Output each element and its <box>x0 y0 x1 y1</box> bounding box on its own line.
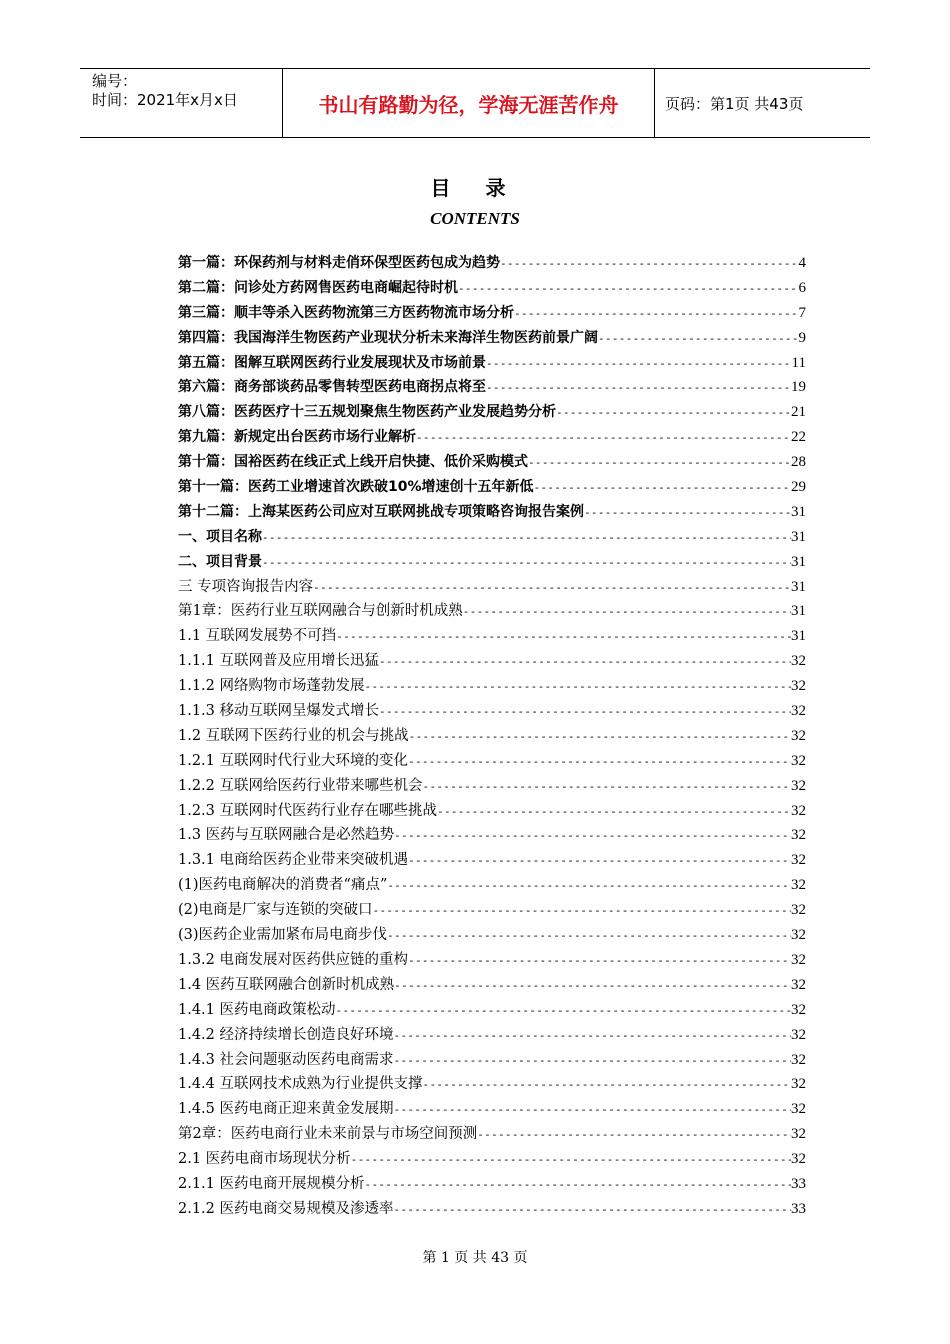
toc-entry[interactable] <box>178 251 806 276</box>
toc-entry-page: 9 <box>798 329 806 346</box>
toc-subtitle: CONTENTS <box>430 209 520 228</box>
toc-leader-dashes <box>584 501 791 525</box>
toc-leader-dashes <box>598 327 799 351</box>
toc-leader-dashes <box>394 974 791 998</box>
toc-leader-dashes <box>379 700 791 724</box>
toc-entry-page: 31 <box>791 603 806 620</box>
toc-entry-title: 1.4 医药互联网融合创新时机成熟 <box>178 976 395 993</box>
toc-entry[interactable] <box>178 774 806 799</box>
toc-entry[interactable] <box>178 948 806 973</box>
toc-leader-dashes <box>408 750 791 774</box>
toc-entry-page: 32 <box>791 1001 806 1018</box>
toc-entry[interactable] <box>178 1048 806 1073</box>
toc-entry-page: 32 <box>791 727 806 744</box>
toc-entry-title: 第六篇：商务部谈药品零售转型医药电商拐点将至 <box>178 379 486 396</box>
toc-entry-page: 32 <box>791 852 806 869</box>
toc-entry-title: 1.2.1 互联网时代行业大环境的变化 <box>178 752 409 769</box>
toc-entry[interactable] <box>178 799 806 824</box>
toc-entry[interactable] <box>178 326 806 351</box>
toc-entry[interactable] <box>178 724 806 749</box>
toc-entry-page: 32 <box>791 1126 806 1143</box>
toc-entry-page: 32 <box>791 902 806 919</box>
toc-entry-title: 第九篇：新规定出台医药市场行业解析 <box>178 429 416 446</box>
header-meta <box>80 69 282 137</box>
toc-entry[interactable] <box>178 624 806 649</box>
toc-entry-title: 1.1.2 网络购物市场蓬勃发展 <box>178 678 365 695</box>
toc-leader-dashes <box>262 526 791 550</box>
toc-entry-page: 32 <box>791 951 806 968</box>
toc-entry-title: 第十二篇：上海某医药公司应对互联网挑战专项策略咨询报告案例 <box>178 503 584 520</box>
toc-entry[interactable] <box>178 674 806 699</box>
toc-entry[interactable] <box>178 898 806 923</box>
toc-leader-dashes <box>387 874 791 898</box>
toc-entry-title: 第三篇：顺丰等杀入医药物流第三方医药物流市场分析 <box>178 304 514 321</box>
toc-entry-page: 32 <box>791 1151 806 1168</box>
toc-entry-page: 31 <box>791 578 806 595</box>
toc-leader-dashes <box>408 949 791 973</box>
toc-entry-title: 第四篇：我国海洋生物医药产业现状分析未来海洋生物医药前景广阔 <box>178 329 598 346</box>
toc-leader-dashes <box>408 849 791 873</box>
toc-entry[interactable] <box>178 699 806 724</box>
toc-entry-title: 第2章：医药电商行业未来前景与市场空间预测 <box>178 1126 478 1143</box>
toc-entry-title: 1.1.1 互联网普及应用增长迅猛 <box>178 653 380 670</box>
toc-entry-page: 19 <box>791 379 806 396</box>
toc-entry-page: 22 <box>791 429 806 446</box>
toc-entry[interactable] <box>178 276 806 301</box>
header-motto: 书山有路勤为径，学海无涯苦作舟 <box>282 69 655 137</box>
toc-leader-dashes <box>409 725 791 749</box>
toc-entry-title: 一、项目名称 <box>178 528 262 545</box>
toc-entry-title: 2.1.1 医药电商开展规模分析 <box>178 1175 365 1192</box>
toc-entry-page: 21 <box>791 404 806 421</box>
toc-leader-dashes <box>394 824 791 848</box>
toc-entry-title: 二、项目背景 <box>178 553 262 570</box>
toc-entry-title: (3)医药企业需加紧布局电商步伐 <box>178 927 388 944</box>
toc-leader-dashes <box>394 1049 791 1073</box>
header-page-info: 页码：第1页 共43页 <box>665 94 804 113</box>
toc-entry[interactable] <box>178 973 806 998</box>
toc-leader-dashes <box>365 675 791 699</box>
toc-leader-dashes <box>556 401 791 425</box>
toc-leader-dashes <box>394 1198 791 1222</box>
toc-leader-dashes <box>365 1173 791 1197</box>
table-of-contents <box>178 251 806 1222</box>
toc-entry-title: 1.3.2 电商发展对医药供应链的重构 <box>178 951 409 968</box>
toc-entry[interactable] <box>178 375 806 400</box>
toc-leader-dashes <box>313 576 791 600</box>
toc-entry-title: 第五篇：图解互联网医药行业发展现状及市场前景 <box>178 354 486 371</box>
toc-entry-page: 32 <box>791 976 806 993</box>
toc-leader-dashes <box>486 352 792 376</box>
toc-leader-dashes <box>394 1024 791 1048</box>
toc-entry-title: 1.1 互联网发展势不可挡 <box>178 628 337 645</box>
toc-entry-page: 32 <box>791 1051 806 1068</box>
toc-entry-page: 29 <box>791 479 806 496</box>
toc-leader-dashes <box>394 1098 791 1122</box>
toc-leader-dashes <box>534 476 791 500</box>
toc-leader-dashes <box>387 924 791 948</box>
toc-entry[interactable] <box>178 1072 806 1097</box>
toc-entry-title: 2.1 医药电商市场现状分析 <box>178 1151 351 1168</box>
toc-entry[interactable] <box>178 998 806 1023</box>
toc-entry-title: 2.1.2 医药电商交易规模及渗透率 <box>178 1200 394 1217</box>
toc-entry[interactable] <box>178 823 806 848</box>
toc-entry[interactable] <box>178 525 806 550</box>
toc-entry-page: 31 <box>791 503 806 520</box>
toc-entry-title: 第1章：医药行业互联网融合与创新时机成熟 <box>178 603 463 620</box>
toc-leader-dashes <box>514 302 799 326</box>
toc-entry[interactable] <box>178 1172 806 1197</box>
toc-entry[interactable] <box>178 848 806 873</box>
toc-entry[interactable] <box>178 500 806 525</box>
toc-entry[interactable] <box>178 1097 806 1122</box>
toc-leader-dashes <box>486 376 791 400</box>
toc-entry-title: 1.4.1 医药电商政策松动 <box>178 1001 336 1018</box>
toc-entry[interactable] <box>178 1197 806 1222</box>
toc-entry-title: 1.4.4 互联网技术成熟为行业提供支撑 <box>178 1076 423 1093</box>
toc-entry[interactable] <box>178 450 806 475</box>
toc-entry-page: 28 <box>791 454 806 471</box>
toc-entry[interactable] <box>178 1023 806 1048</box>
toc-entry[interactable] <box>178 475 806 500</box>
toc-entry-title: 1.3.1 电商给医药企业带来突破机遇 <box>178 852 409 869</box>
toc-entry[interactable] <box>178 873 806 898</box>
page-header <box>80 68 870 138</box>
toc-entry-page: 31 <box>791 553 806 570</box>
toc-entry-page: 32 <box>791 777 806 794</box>
toc-entry-title: 1.4.3 社会问题驱动医药电商需求 <box>178 1051 394 1068</box>
doc-code-label: 编号： <box>92 72 138 90</box>
toc-leader-dashes <box>528 451 791 475</box>
toc-entry-page: 7 <box>798 304 806 321</box>
toc-entry[interactable] <box>178 649 806 674</box>
toc-entry-title: 1.4.2 经济持续增长创造良好环境 <box>178 1026 394 1043</box>
toc-entry[interactable] <box>178 425 806 450</box>
toc-entry[interactable] <box>178 1122 806 1147</box>
toc-leader-dashes <box>423 775 791 799</box>
toc-entry[interactable] <box>178 923 806 948</box>
toc-entry-page: 33 <box>791 1200 806 1217</box>
toc-title: 目 录 <box>430 176 520 200</box>
toc-entry-title: 第十篇：国裕医药在线正式上线开启快捷、低价采购模式 <box>178 454 528 471</box>
toc-entry-title: 第一篇：环保药剂与材料走俏环保型医药包成为趋势 <box>178 255 500 271</box>
toc-leader-dashes <box>463 600 791 624</box>
toc-leader-dashes <box>351 1148 791 1172</box>
toc-entry-page: 32 <box>791 927 806 944</box>
toc-entry[interactable] <box>178 1147 806 1172</box>
toc-leader-dashes <box>373 899 791 923</box>
toc-leader-dashes <box>437 800 791 824</box>
toc-leader-dashes <box>416 426 791 450</box>
toc-entry-page: 32 <box>791 877 806 894</box>
toc-entry-title: 1.2 互联网下医药行业的机会与挑战 <box>178 727 409 744</box>
toc-entry-title: 1.2.2 互联网给医药行业带来哪些机会 <box>178 777 423 794</box>
toc-entry-title: 1.4.5 医药电商正迎来黄金发展期 <box>178 1101 394 1118</box>
toc-leader-dashes <box>336 999 791 1023</box>
toc-entry-title: 三 专项咨询报告内容 <box>178 578 314 595</box>
toc-entry-page: 32 <box>791 678 806 695</box>
page-footer: 第 1 页 共 43 页 <box>422 1250 528 1266</box>
toc-entry-page: 32 <box>791 752 806 769</box>
toc-entry-page: 32 <box>791 827 806 844</box>
toc-entry-page: 33 <box>791 1175 806 1192</box>
toc-entry-title: 1.2.3 互联网时代医药行业存在哪些挑战 <box>178 802 438 819</box>
toc-entry-title: (1)医药电商解决的消费者“痛点” <box>178 877 388 894</box>
toc-entry-title: 第十一篇：医药工业增速首次跌破10%增速创十五年新低 <box>178 479 534 496</box>
doc-time-label: 时间：2021年x月x日 <box>92 91 238 109</box>
toc-entry-page: 32 <box>791 1101 806 1118</box>
toc-leader-dashes <box>477 1123 791 1147</box>
toc-entry-page: 4 <box>798 255 806 271</box>
toc-entry[interactable] <box>178 400 806 425</box>
toc-entry-title: 第八篇：医药医疗十三五规划聚焦生物医药产业发展趋势分析 <box>178 404 556 421</box>
toc-entry-page: 32 <box>791 1026 806 1043</box>
toc-leader-dashes <box>458 277 799 301</box>
toc-entry[interactable] <box>178 749 806 774</box>
toc-entry[interactable] <box>178 550 806 575</box>
toc-leader-dashes <box>262 551 791 575</box>
toc-entry-title: (2)电商是厂家与连锁的突破口 <box>178 902 373 919</box>
toc-leader-dashes <box>423 1073 791 1097</box>
toc-leader-dashes <box>500 252 799 276</box>
toc-entry-page: 32 <box>791 802 806 819</box>
toc-entry-title: 第二篇：问诊处方药网售医药电商崛起待时机 <box>178 279 458 296</box>
toc-leader-dashes <box>336 625 791 649</box>
toc-entry[interactable] <box>178 599 806 624</box>
toc-entry-page: 32 <box>791 1076 806 1093</box>
toc-entry-page: 31 <box>791 628 806 645</box>
toc-entry-page: 6 <box>798 279 806 296</box>
toc-entry-page: 32 <box>791 653 806 670</box>
toc-entry[interactable] <box>178 575 806 600</box>
toc-entry-title: 1.3 医药与互联网融合是必然趋势 <box>178 827 395 844</box>
toc-entry-title: 1.1.3 移动互联网呈爆发式增长 <box>178 703 380 720</box>
toc-leader-dashes <box>379 650 791 674</box>
toc-entry-page: 31 <box>791 528 806 545</box>
toc-entry[interactable] <box>178 301 806 326</box>
toc-entry[interactable] <box>178 351 806 376</box>
toc-entry-page: 11 <box>791 354 806 371</box>
toc-entry-page: 32 <box>791 703 806 720</box>
